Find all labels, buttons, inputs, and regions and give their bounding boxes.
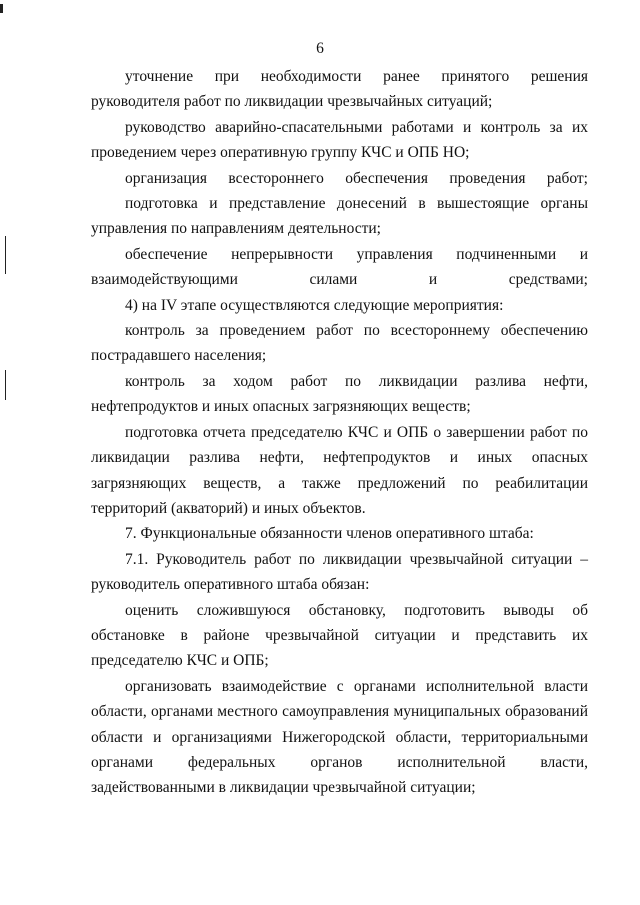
document-body <box>91 64 588 801</box>
paragraph: организация всестороннего обеспечения проведения работ; <box>125 169 588 187</box>
paragraph: контроль за ходом работ по ликвидации разлива нефти, нефтепродуктов и иных опасных загрязняющих веществ; <box>91 372 588 416</box>
paragraph: руководство аварийно-спасательными работами и контроль за их проведением через оперативную группу КЧС и ОПБ НО; <box>91 118 588 162</box>
scan-edge-mark <box>5 236 6 274</box>
scan-edge-mark <box>0 4 3 13</box>
paragraph: организовать взаимодействие с органами исполнительной власти области, органами местного самоуправления муниципальных образований области и организациями Нижегородской области, территориальными органами федеральных органов исполнительной власти, задействованными в ликвидации чрезвычайной ситуации; <box>91 677 588 797</box>
paragraph: 4) на IV этапе осуществляются следующие мероприятия: <box>125 296 504 314</box>
paragraph: подготовка и представление донесений в вышестоящие органы управления по направлениям деятельности; <box>91 195 588 238</box>
paragraph: оценить сложившуюся обстановку, подготовить выводы об обстановке в районе чрезвычайной ситуации и представить их председателю КЧС и ОПБ; <box>91 601 588 670</box>
scan-edge-mark <box>5 370 6 400</box>
paragraph: уточнение при необходимости ранее принятого решения руководителя работ по ликвидации чрезвычайных ситуаций; <box>91 68 588 111</box>
paragraph: обеспечение непрерывности управления подчиненными и взаимодействующими силами и средствами; <box>91 245 588 289</box>
paragraph: 7. Функциональные обязанности членов оперативного штаба: <box>125 525 534 543</box>
paragraph: контроль за проведением работ по всестороннему обеспечению пострадавшего населения; <box>91 322 588 365</box>
paragraph: подготовка отчета председателю КЧС и ОПБ о завершении работ по ликвидации разлива нефти, нефтепродуктов и иных опасных загрязняющих веществ, а также предложений по реабилитации территорий (акваторий) и иных объектов. <box>91 423 588 517</box>
paragraph: 7.1. Руководитель работ по ликвидации чрезвычайной ситуации – руководитель оперативного штаба обязан: <box>91 550 588 594</box>
page-number: 6 <box>316 40 324 57</box>
